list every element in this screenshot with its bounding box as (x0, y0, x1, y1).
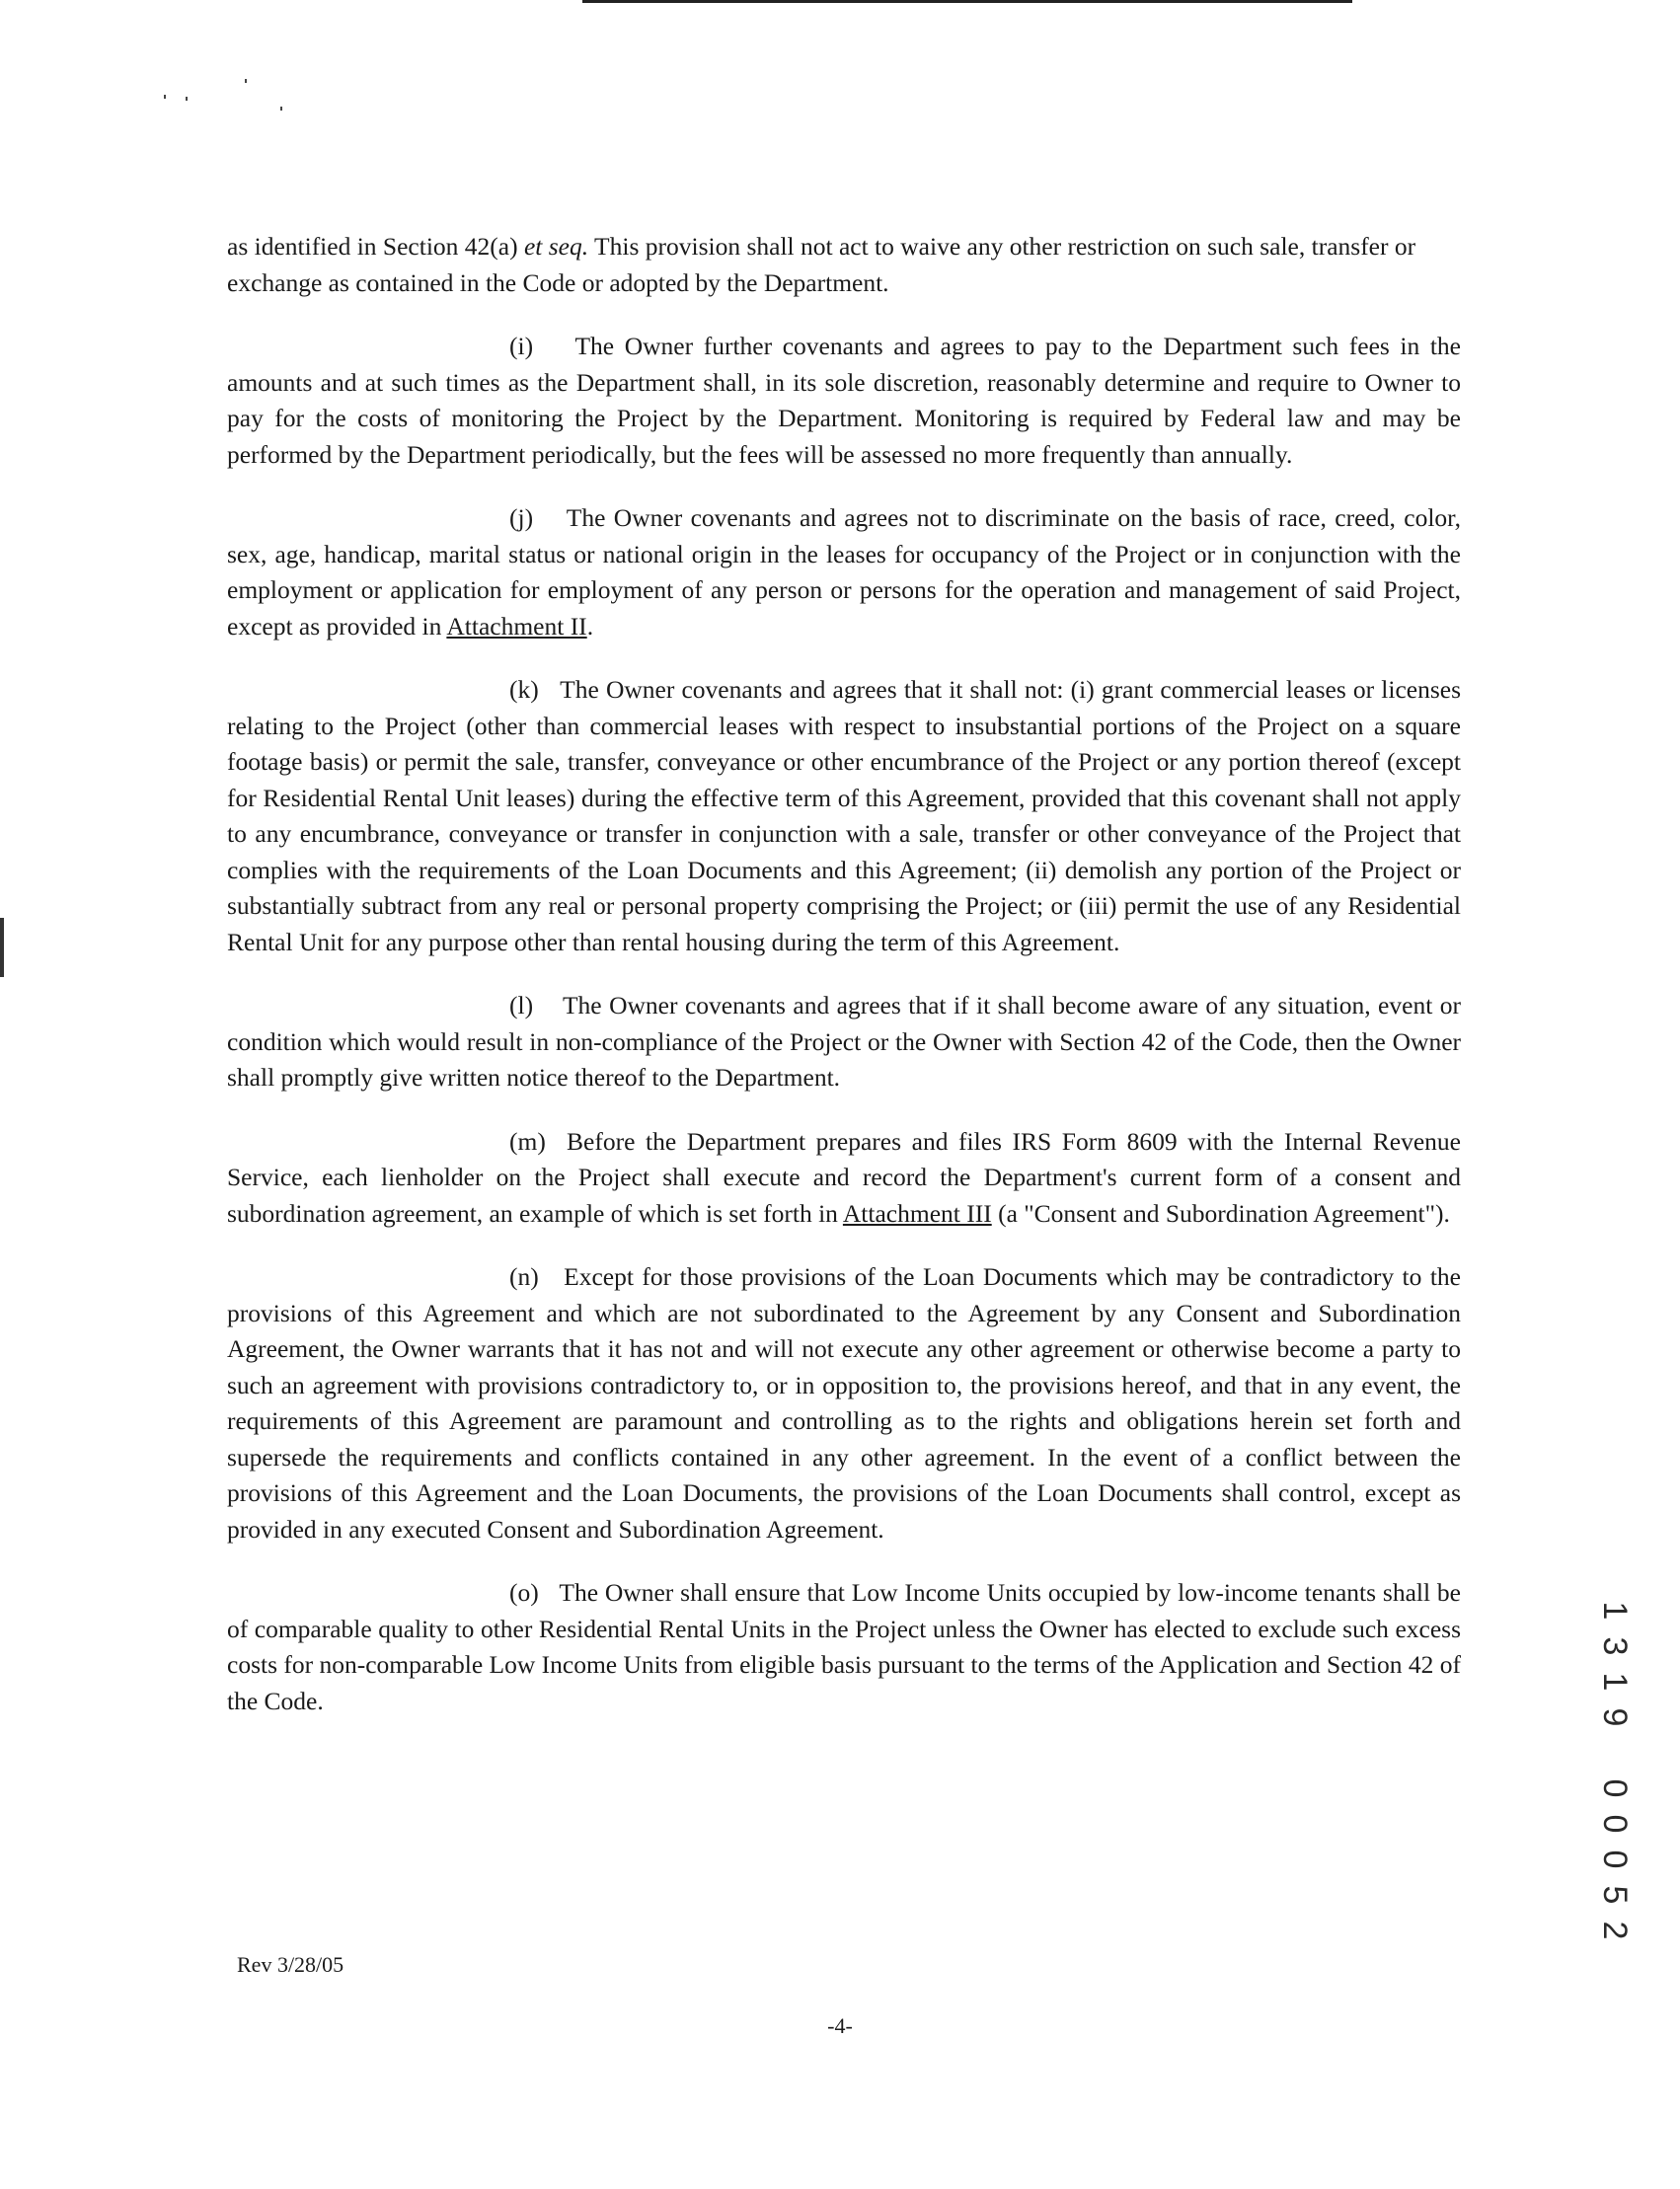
paragraph-i (227, 329, 1461, 473)
paragraph-text: The Owner covenants and agrees not to discriminate on the basis of race, creed, color, sex, age, handicap, marital status or national origin in the leases for occupancy of the Project or in conjunction with the employment or application for employment of any person or persons for the operation and management of said Project, except as provided in (227, 503, 1462, 641)
stamp-character: 0 (1596, 1778, 1634, 1798)
intro-text-rest: This provision shall not act to waive any other restriction on such sale, transfer or exchange as contained in the Code or adopted by the Department. (227, 232, 1416, 297)
paragraph-text-after: . (586, 611, 594, 641)
paragraph-text: Except for those provisions of the Loan Documents which may be contradictory to the provisions of this Agreement and which are not subordinated to the Agreement by any Consent and Subordination Agreement, the Owner warrants that it has not and will not execute any other agreement or otherwise become a party to such an agreement with provisions contradictory to, or in opposition to, the provisions hereof, and that in any event, the requirements of this Agreement are paramount and controlling as to the rights and obligations herein set forth and supersede the requirements and conflicts contained in any other agreement. In the event of a conflict between the provisions of this Agreement and the Loan Documents, the provisions of the Loan Documents shall control, except as provided in any executed Consent and Subordination Agreement. (227, 1262, 1461, 1544)
paragraph-m (227, 1124, 1461, 1233)
scan-edge-mark (0, 918, 4, 977)
scan-speck (186, 97, 188, 101)
attachment-ii-reference: Attachment II (446, 611, 587, 641)
paragraph-text: Before the Department prepares and files IRS Form 8609 with the Internal Revenue Service, each lienholder on the Project shall execute and record the Department's current form of a consent and subordination agreement, an example of which is set forth in (227, 1126, 1461, 1228)
paragraph-intro (227, 229, 1461, 301)
top-scan-rule (582, 0, 1352, 3)
paragraph-j (227, 500, 1461, 644)
paragraph-label: (m) (509, 1126, 546, 1156)
stamp-character: 0 (1596, 1849, 1634, 1869)
paragraph-label: (o) (509, 1578, 539, 1607)
stamp-character: 1 (1596, 1672, 1634, 1692)
intro-italic-term: et seq. (523, 232, 589, 261)
side-document-stamp (1591, 1593, 1639, 1948)
paragraph-l (227, 988, 1461, 1096)
paragraph-text-after: (a "Consent and Subordination Agreement"). (991, 1198, 1450, 1228)
paragraph-text: The Owner covenants and agrees that it shall not: (i) grant commercial leases or licenses relating to the Project (other than commercial leases with respect to insubstantial portions of the Project on a square footage basis) or permit the sale, transfer, conveyance or other encumbrance of the Project or any portion thereof (except for Residential Rental Unit leases) during the effective term of this Agreement, provided that this covenant shall not apply to any encumbrance, conveyance or transfer in conjunction with a sale, transfer or other conveyance of the Project that complies with the requirements of the Loan Documents and this Agreement; (ii) demolish any portion of the Project or substantially subtract from any real or personal property comprising the Project; or (iii) permit the use of any Residential Rental Unit for any purpose other than rental housing during the term of this Agreement. (227, 675, 1462, 956)
paragraph-text: The Owner further covenants and agrees to pay to the Department such fees in the amounts and at such times as the Department shall, in its sole discretion, reasonably determine and require to Owner to pay for the costs of monitoring the Project by the Department. Monitoring is required by Federal law and may be performed by the Department periodically, but the fees will be assessed no more frequently than annually. (227, 332, 1461, 469)
page-number: -4- (827, 2013, 853, 2038)
paragraph-o (227, 1575, 1461, 1719)
stamp-character: 2 (1596, 1921, 1634, 1940)
paragraph-label: (j) (509, 503, 534, 532)
stamp-character: 3 (1596, 1636, 1634, 1656)
paragraph-text: The Owner shall ensure that Low Income Units occupied by low-income tenants shall be of comparable quality to other Residential Rental Units in the Project unless the Owner has elected to exclude such excess costs for non-comparable Low Income Units from eligible basis pursuant to the terms of the Application and Section 42 of the Code. (227, 1578, 1462, 1715)
paragraph-label: (n) (509, 1262, 539, 1291)
paragraph-label: (i) (509, 332, 534, 360)
attachment-iii-reference: Attachment III (842, 1198, 992, 1228)
paragraph-text: The Owner covenants and agrees that if it shall become aware of any situation, event or condition which would result in non-compliance of the Project or the Owner with Section 42 of the Code, then the Owner shall promptly give written notice thereof to the Department. (227, 991, 1461, 1092)
paragraph-label: (l) (509, 991, 534, 1019)
scan-speck (280, 107, 282, 111)
stamp-character: 0 (1596, 1814, 1634, 1834)
stamp-character: 1 (1596, 1601, 1634, 1621)
intro-text-lead: as identified in Section 42(a) (227, 232, 524, 261)
revision-date: Rev 3/28/05 (237, 1952, 344, 1977)
scan-speck (164, 95, 166, 99)
stamp-character: 5 (1596, 1885, 1634, 1905)
paragraph-label: (k) (509, 675, 539, 704)
paragraph-k (227, 672, 1461, 960)
stamp-character: 9 (1596, 1707, 1634, 1727)
scan-speck (245, 79, 247, 83)
document-body (227, 229, 1461, 1747)
paragraph-n (227, 1259, 1461, 1547)
